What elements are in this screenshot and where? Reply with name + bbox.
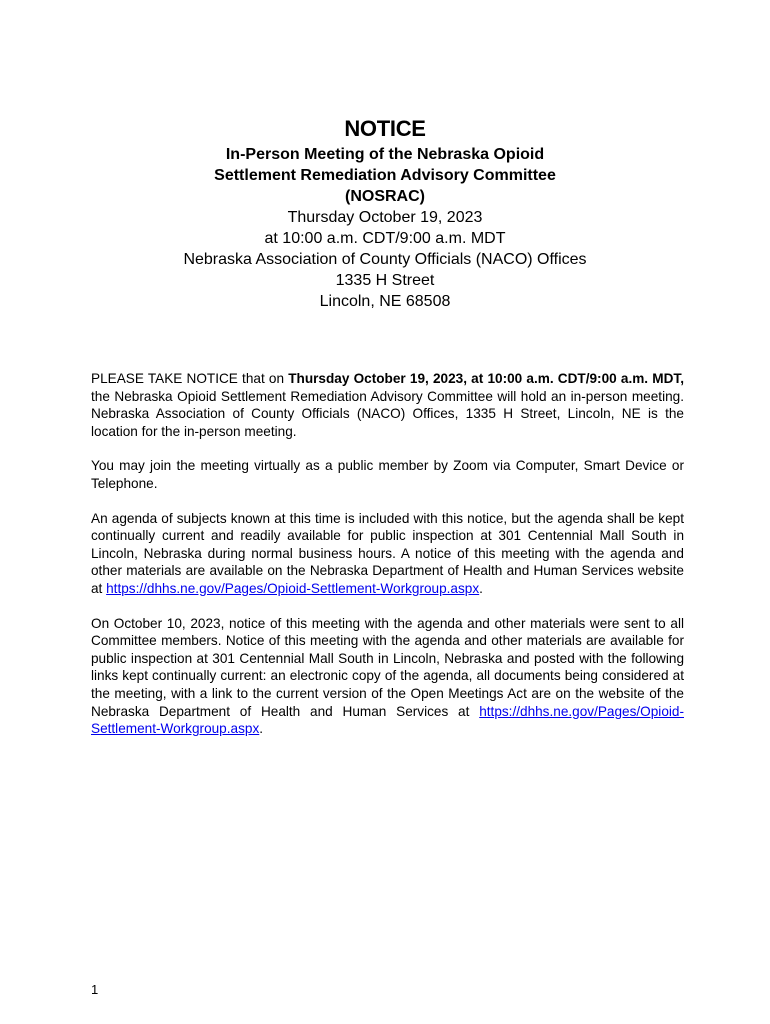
notice-body — [91, 370, 684, 755]
meeting-time: at 10:00 a.m. CDT/9:00 a.m. MDT — [264, 230, 506, 247]
meeting-date: Thursday October 19, 2023 — [287, 209, 483, 226]
paragraph-agenda-end: . — [479, 580, 483, 596]
paragraph-committee-end: . — [259, 721, 264, 737]
paragraph-committee-text: On October 10, 2023, notice of this meeting with the agenda and other materials were sent to all Committee members. Notice of this meeting with the agenda and other materials are available for public inspection at 301 Centennial Mall South in Lincoln, Nebraska and posted with the following links kept continually current: an electronic copy of the agenda, all documents being considered at the meeting, with a link to the current version of the Open Meetings Act are on the website of the Nebraska Department of Health and Human Services at — [91, 615, 684, 719]
page-number: 1 — [91, 982, 99, 997]
meeting-subtitle-line-2: Settlement Remediation Advisory Committee — [214, 167, 556, 184]
meeting-subtitle-line-1: In-Person Meeting of the Nebraska Opioid — [225, 146, 545, 163]
paragraph-committee — [91, 615, 684, 738]
paragraph-agenda-text: An agenda of subjects known at this time is included with this notice, but the agenda shall be kept continually current and readily available for public inspection at 301 Centennial Mall South in Lincoln, Nebraska during normal business hours. A notice of this meeting with the agenda and other materials are available on the Nebraska Department of Health and Human Services website at — [91, 510, 684, 596]
dhhs-website-link[interactable]: https://dhhs.ne.gov/Pages/Opioid-Settlement-Workgroup.aspx — [106, 580, 480, 596]
meeting-subtitle-line-3: (NOSRAC) — [345, 188, 425, 205]
paragraph-notice — [91, 370, 684, 440]
paragraph-notice-lead: PLEASE TAKE NOTICE that on — [91, 371, 289, 386]
notice-title: NOTICE — [344, 116, 426, 141]
paragraph-zoom — [91, 457, 684, 492]
meeting-street: 1335 H Street — [335, 272, 435, 289]
dhhs-website-link-2[interactable]: https://dhhs.ne.gov/Pages/Opioid-Settlement-Workgroup.aspx — [91, 703, 684, 737]
paragraph-notice-rest: the Nebraska Opioid Settlement Remediation Advisory Committee will hold an in-person meeting. Nebraska Association of County Officials (NACO) Offices, 1335 H Street, Lincoln, NE is the location for the in-person meeting. — [91, 388, 684, 439]
paragraph-agenda — [91, 510, 684, 598]
paragraph-zoom-text: You may join the meeting virtually as a public member by Zoom via Computer, Smart Device or Telephone. — [91, 458, 684, 491]
notice-header — [0, 114, 770, 312]
paragraph-notice-bold: Thursday October 19, 2023, at 10:00 a.m. CDT/9:00 a.m. MDT, — [288, 371, 684, 386]
meeting-city: Lincoln, NE 68508 — [319, 293, 451, 310]
meeting-venue: Nebraska Association of County Officials (NACO) Offices — [183, 251, 587, 268]
